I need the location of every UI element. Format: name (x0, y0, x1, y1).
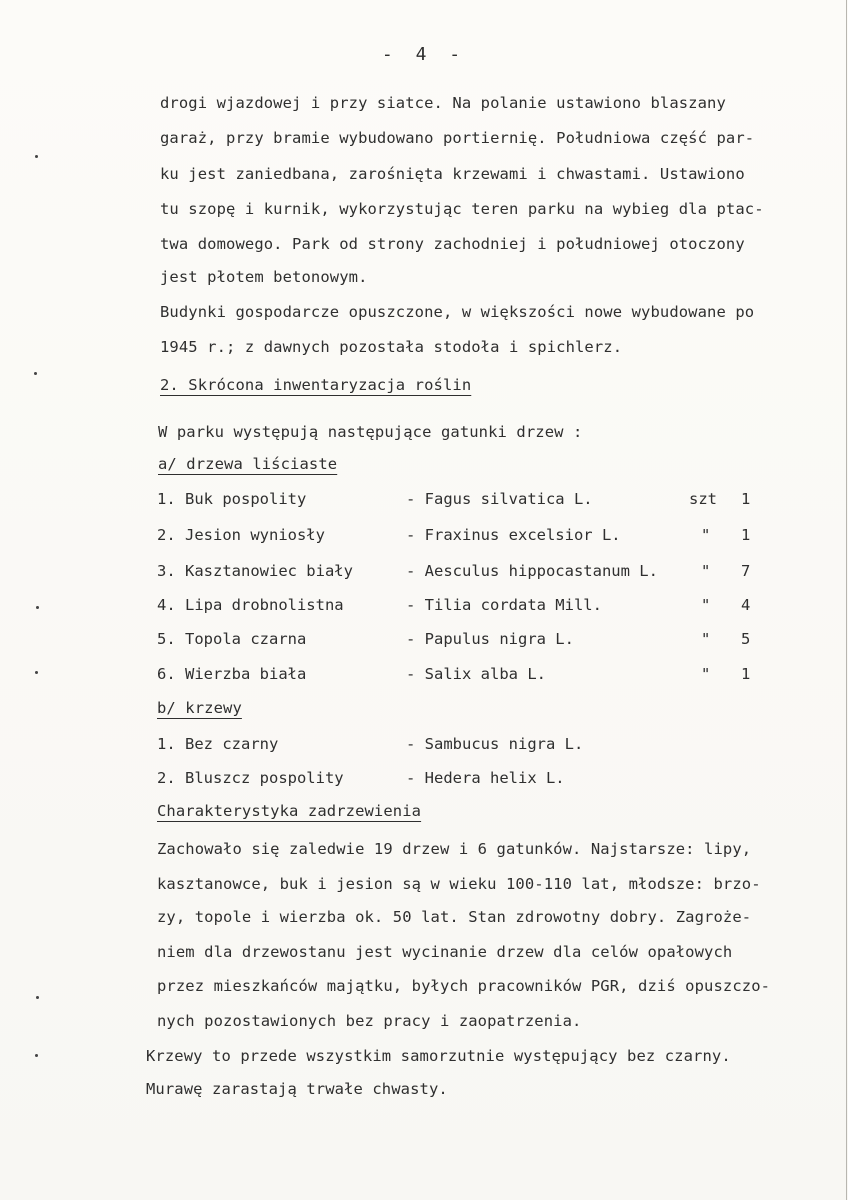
text-line: niem dla drzewostanu jest wycinanie drzew dla celów opałowych (157, 943, 733, 961)
shrub-name: 1. Bez czarny (157, 735, 279, 753)
species-intro: W parku występują następujące gatunki drzew : (158, 423, 583, 441)
punch-hole (35, 671, 38, 674)
text-line: zy, topole i wierzba ok. 50 lat. Stan zdrowotny dobry. Zagroże- (157, 908, 752, 926)
tree-quantity: 5 (741, 630, 751, 648)
tree-unit: " (701, 526, 711, 544)
section-heading: 2. Skrócona inwentaryzacja roślin (160, 376, 472, 394)
text-line: 1945 r.; z dawnych pozostała stodoła i spichlerz. (160, 338, 623, 356)
tree-unit: szt (689, 490, 717, 508)
tree-unit: " (701, 596, 711, 614)
tree-name: 6. Wierzba biała (157, 665, 307, 683)
tree-unit: " (701, 562, 711, 580)
punch-hole (36, 606, 39, 609)
text-line: Zachowało się zaledwie 19 drzew i 6 gatunków. Najstarsze: lipy, (157, 840, 752, 858)
tree-quantity: 1 (741, 526, 751, 544)
tree-quantity: 1 (741, 490, 751, 508)
punch-hole (35, 155, 38, 158)
page-edge (846, 0, 847, 1200)
text-line: tu szopę i kurnik, wykorzystując teren parku na wybieg dla ptac- (160, 200, 764, 218)
text-line: garaż, przy bramie wybudowano portiernię. Południowa część par- (160, 129, 755, 147)
text-line: jest płotem betonowym. (160, 268, 368, 286)
characteristics-heading: Charakterystyka zadrzewienia (157, 802, 422, 820)
tree-latin-name: - Salix alba L. (406, 665, 546, 683)
text-line: drogi wjazdowej i przy siatce. Na polanie ustawiono blaszany (160, 94, 726, 112)
tree-name: 1. Buk pospolity (157, 490, 307, 508)
tree-name: 4. Lipa drobnolistna (157, 596, 344, 614)
text-line: Krzewy to przede wszystkim samorzutnie występujący bez czarny. (146, 1047, 731, 1065)
shrubs-heading: b/ krzewy (157, 699, 242, 717)
tree-quantity: 4 (741, 596, 751, 614)
text-line: ku jest zaniedbana, zarośnięta krzewami i chwastami. Ustawiono (160, 165, 745, 183)
text-line: twa domowego. Park od strony zachodniej i południowej otoczony (160, 235, 745, 253)
text-line: przez mieszkańców majątku, byłych pracowników PGR, dziś opuszczo- (157, 977, 771, 995)
tree-latin-name: - Aesculus hippocastanum L. (406, 562, 658, 580)
page-number: - 4 - (381, 44, 467, 65)
shrub-name: 2. Bluszcz pospolity (157, 769, 344, 787)
tree-quantity: 7 (741, 562, 751, 580)
text-line: Budynki gospodarcze opuszczone, w większości nowe wybudowane po (160, 303, 755, 321)
text-line: kasztanowce, buk i jesion są w wieku 100-110 lat, młodsze: brzo- (157, 875, 761, 893)
tree-name: 2. Jesion wyniosły (157, 526, 325, 544)
tree-latin-name: - Fraxinus excelsior L. (406, 526, 621, 544)
text-line: Murawę zarastają trwałe chwasty. (146, 1080, 448, 1098)
tree-latin-name: - Fagus silvatica L. (406, 490, 593, 508)
tree-name: 3. Kasztanowiec biały (157, 562, 353, 580)
punch-hole (35, 1054, 38, 1057)
shrub-latin-name: - Hedera helix L. (406, 769, 565, 787)
punch-hole (36, 996, 39, 999)
tree-unit: " (701, 665, 711, 683)
tree-quantity: 1 (741, 665, 751, 683)
trees-heading: a/ drzewa liściaste (158, 455, 338, 473)
shrub-latin-name: - Sambucus nigra L. (406, 735, 584, 753)
text-line: nych pozostawionych bez pracy i zaopatrzenia. (157, 1012, 582, 1030)
tree-name: 5. Topola czarna (157, 630, 307, 648)
punch-hole (34, 372, 37, 375)
tree-unit: " (701, 630, 711, 648)
tree-latin-name: - Papulus nigra L. (406, 630, 574, 648)
tree-latin-name: - Tilia cordata Mill. (406, 596, 602, 614)
